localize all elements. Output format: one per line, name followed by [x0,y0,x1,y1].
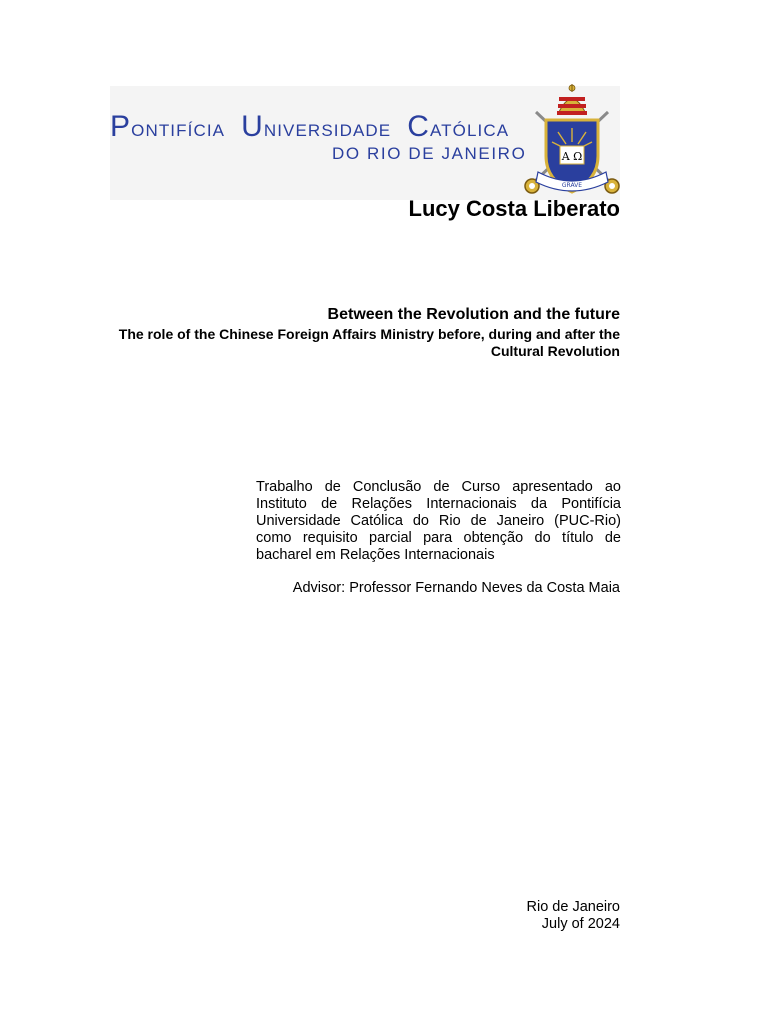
svg-text:GRAVE: GRAVE [561,182,583,189]
university-crest-icon [522,84,622,198]
submission-statement: Trabalho de Conclusão de Curso apresentado ao Instituto de Relações Internacionais da Pontifícia Universidade Católica do Rio de Janeiro (PUC-Rio) como requisito parcial para obtenção do título de bacharel em Relações Internacionais [256,479,621,563]
thesis-title: Between the Revolution and the future [327,306,620,323]
city: Rio de Janeiro [526,899,620,915]
date: July of 2024 [541,916,620,932]
university-word-pontificia: PONTIFÍCIA [110,110,226,143]
advisor-line: Advisor: Professor Fernando Neves da Costa Maia [292,580,620,596]
author-name: Lucy Costa Liberato [408,196,620,221]
svg-text:A Ω: A Ω [561,150,583,163]
university-word-catolica: CATÓLICA [407,110,510,143]
thesis-subtitle: The role of the Chinese Foreign Affairs Ministry before, during and after the Cultural Revolution [118,326,620,359]
university-name-line2: DO RIO DE JANEIRO [332,144,527,163]
university-name-line1 [110,112,509,146]
university-word-universidade: UNIVERSIDADE [241,110,392,143]
tiara-icon [557,84,587,115]
place-and-date [527,899,621,933]
